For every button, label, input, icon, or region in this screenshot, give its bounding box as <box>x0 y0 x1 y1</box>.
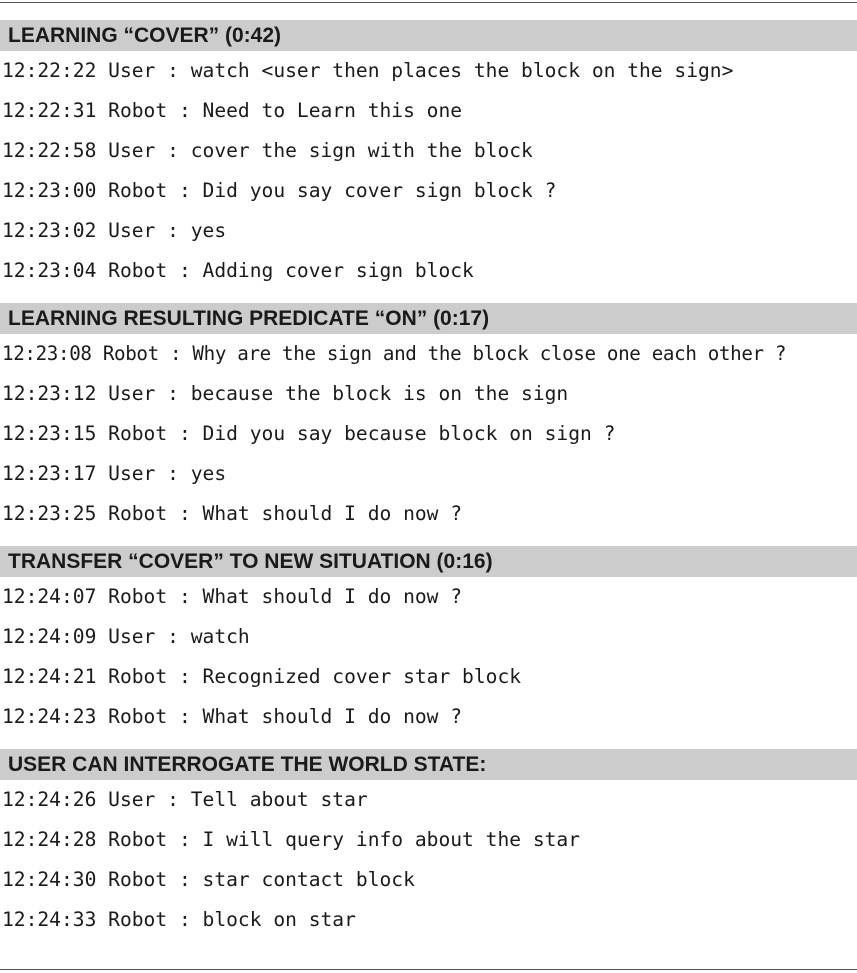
section-learning-cover <box>0 20 857 291</box>
transcript-line: 12:23:00 Robot : Did you say cover sign block ? <box>2 179 557 202</box>
transcript-line: 12:24:33 Robot : block on star <box>2 908 356 931</box>
transcript-line: 12:22:31 Robot : Need to Learn this one <box>2 99 463 122</box>
transcript-line: 12:24:30 Robot : star contact block <box>2 868 415 891</box>
transcript-line: 12:23:08 Robot : Why are the sign and the block close one each other ? <box>2 342 787 365</box>
section-learning-predicate-on <box>0 303 857 534</box>
section-transfer-cover <box>0 546 857 737</box>
transcript-lines <box>0 780 857 940</box>
transcript-line: 12:24:28 Robot : I will query info about the star <box>2 828 581 851</box>
transcript-line: 12:24:09 User : watch <box>2 625 250 648</box>
transcript-line: 12:23:17 User : yes <box>2 462 227 485</box>
transcript-lines <box>0 51 857 291</box>
section-header: TRANSFER “COVER” TO NEW SITUATION (0:16) <box>0 546 857 577</box>
section-header: LEARNING “COVER” (0:42) <box>0 20 857 51</box>
transcript-line: 12:24:21 Robot : Recognized cover star block <box>2 665 522 688</box>
transcript-line: 12:23:02 User : yes <box>2 219 227 242</box>
transcript-line: 12:23:15 Robot : Did you say because block on sign ? <box>2 422 616 445</box>
transcript-lines <box>0 334 857 534</box>
section-header: USER CAN INTERROGATE THE WORLD STATE: <box>0 749 857 780</box>
section-interrogate-world-state <box>0 749 857 940</box>
transcript-line: 12:24:23 Robot : What should I do now ? <box>2 705 463 728</box>
transcript-line: 12:22:58 User : cover the sign with the block <box>2 139 533 162</box>
transcript-line: 12:23:25 Robot : What should I do now ? <box>2 502 463 525</box>
transcript-line: 12:24:26 User : Tell about star <box>2 788 368 811</box>
transcript-line: 12:23:04 Robot : Adding cover sign block <box>2 259 474 282</box>
top-rule <box>0 2 857 3</box>
transcript-line: 12:22:22 User : watch <user then places the block on the sign> <box>2 59 734 82</box>
transcript-line: 12:24:07 Robot : What should I do now ? <box>2 585 463 608</box>
section-header: LEARNING RESULTING PREDICATE “ON” (0:17) <box>0 303 857 334</box>
transcript-line: 12:23:12 User : because the block is on the sign <box>2 382 569 405</box>
transcript-lines <box>0 577 857 737</box>
bottom-rule <box>0 969 857 970</box>
